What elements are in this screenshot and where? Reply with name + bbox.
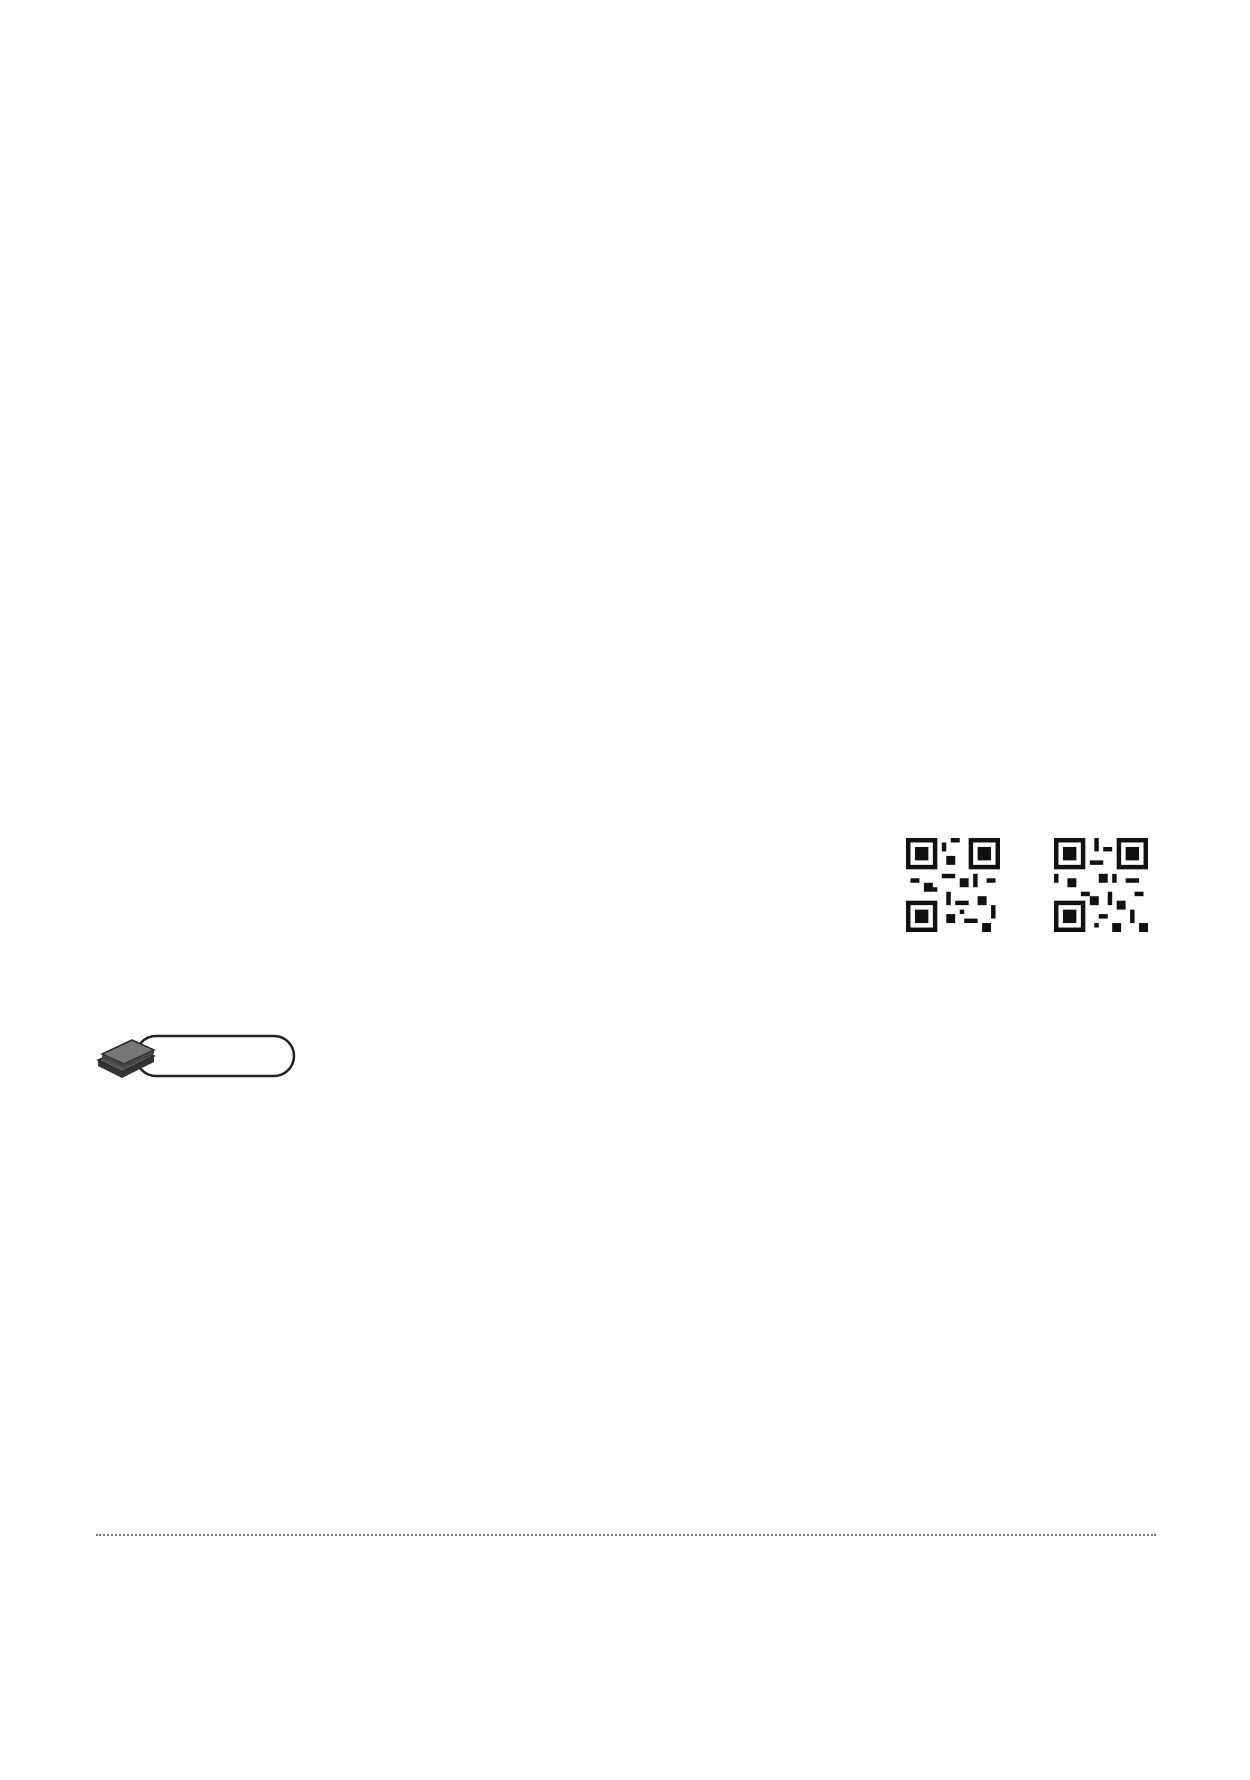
section-divider: [96, 1534, 1156, 1536]
qr-code-follow-reading[interactable]: [906, 838, 1000, 932]
key-words-badge: [96, 1030, 298, 1082]
qr-code-text-audio[interactable]: [1054, 838, 1148, 932]
